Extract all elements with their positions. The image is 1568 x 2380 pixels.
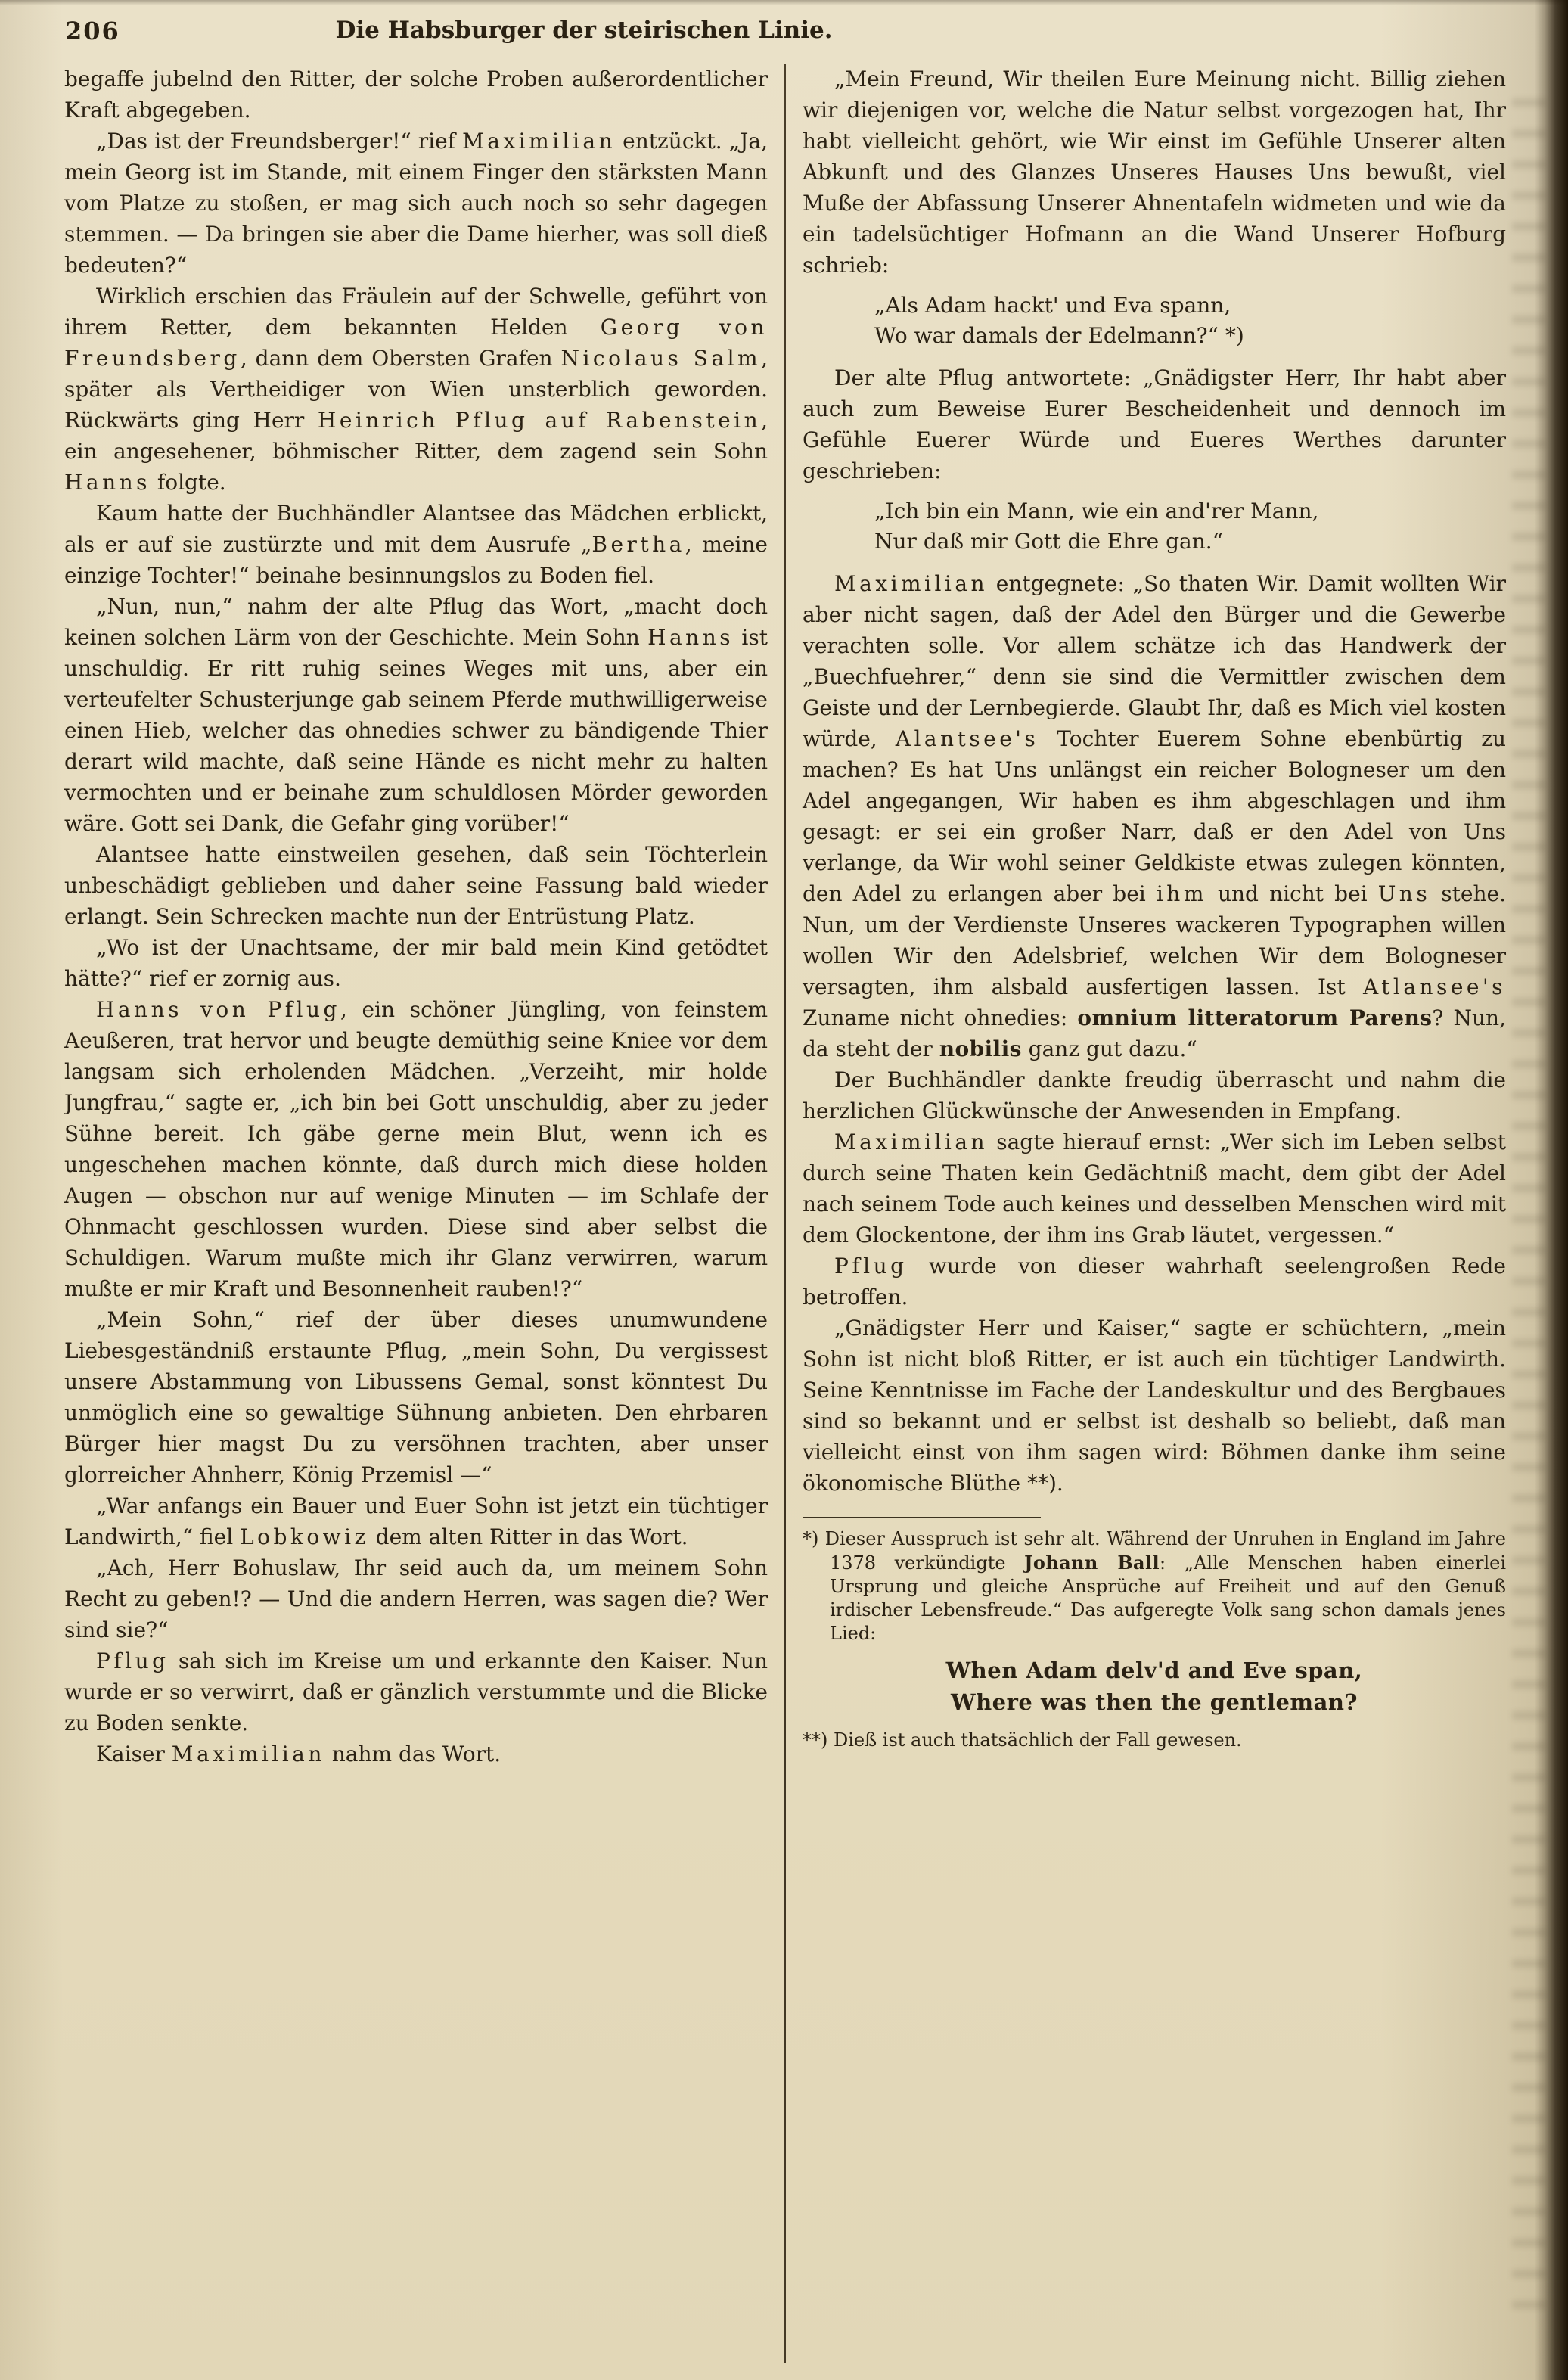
paragraph: „Mein Freund, Wir theilen Eure Meinung nicht. Billig ziehen wir diejenigen vor, welche die Natur selbst vorgezogen hat, Ihr habt vielleicht gehört, wie Wir einst im Gefühle Unserer alten Abkunft und des Glanzes Unseres Hauses Uns bewußt, viel Muße der Abfassung Unserer Ahnentafeln widmeten und wie da ein tadelsüchtiger Hofmann an die Wand Unserer Hofburg schrieb:: [803, 67, 1506, 278]
spaced-name: Hanns von Pflug: [96, 997, 340, 1022]
paragraph: Der alte Pflug antwortete: „Gnädigster Herr, Ihr habt aber auch zum Beweise Eurer Bescheidenheit und dennoch im Gefühle Euerer Würde und Eueres Werthes darunter geschrieben:: [803, 365, 1506, 483]
paragraph: Pflug wurde von dieser wahrhaft seelengroßen Rede betroffen.: [803, 1254, 1506, 1310]
spaced-name: Nicolaus Salm: [560, 346, 762, 371]
scan-edge-top: [0, 0, 1568, 5]
verse: „Als Adam hackt' und Eva spann, Wo war damals der Edelmann?“ *): [874, 293, 1244, 348]
antiqua-text: nobilis: [939, 1036, 1022, 1061]
antiqua-text: omnium litteratorum Parens: [1077, 1005, 1433, 1030]
spaced-name: Uns: [1377, 881, 1431, 906]
antiqua-text: Johann Ball: [1024, 1552, 1160, 1574]
spaced-name: Lobkowiz: [240, 1524, 369, 1549]
page-number: 206: [65, 17, 120, 45]
verse: When Adam delv'd and Eve span, Where was then the gentleman?: [945, 1658, 1363, 1715]
spaced-name: Hanns: [647, 625, 734, 650]
paragraph: Hanns von Pflug, ein schöner Jüngling, von feinstem Aeußeren, trat hervor und beugte demüthig seine Kniee vor dem langsam sich erholenden Mädchen. „Verzeiht, mir holde Jungfrau,“ sagte er, „ich bin bei Gott unschuldig, aber zu jeder Sühne bereit. Ich gäbe gerne mein Blut, wenn ich es ungeschehen machen könnte, daß durch mich diese holden Augen — obschon nur auf wenige Minuten — im Schlafe der Ohnmacht geschlossen wurden. Diese sind aber selbst die Schuldigen. Warum mußte mich ihr Glanz verwirren, warum mußte er mir Kraft und Besonnenheit rauben!?“: [64, 997, 768, 1301]
paragraph: Der Buchhändler dankte freudig überrascht und nahm die herzlichen Glückwünsche der Anwesenden in Empfang.: [803, 1067, 1506, 1123]
running-title: Die Habsburger der steirischen Linie.: [335, 17, 833, 44]
spaced-name: Maximilian: [462, 129, 616, 154]
paragraph: Kaiser Maximilian nahm das Wort.: [96, 1742, 501, 1766]
page-bleed-through: [1512, 98, 1545, 2312]
paragraph: begaffe jubelnd den Ritter, der solche Proben außerordentlicher Kraft abgegeben.: [64, 67, 768, 123]
paragraph: „War anfangs ein Bauer und Euer Sohn ist jetzt ein tüchtiger Landwirth,“ fiel Lobkowiz dem alten Ritter in das Wort.: [64, 1493, 768, 1549]
right-column: [803, 64, 1506, 2363]
paragraph: „Ach, Herr Bohuslaw, Ihr seid auch da, um meinem Sohn Recht zu geben!? — Und die andern Herren, was sagen die? Wer sind sie?“: [64, 1555, 768, 1642]
footnote: *) Dieser Ausspruch ist sehr alt. Während der Unruhen in England im Jahre 1378 verkündigte Johann Ball: „Alle Menschen haben einerlei Ursprung und gleiche Ansprüche auf Freiheit und auf den Genuß irdischer Lebensfreude.“ Das aufgeregte Volk sang schon damals jenes Lied:: [803, 1528, 1506, 1644]
column-divider: [784, 64, 786, 2363]
spaced-name: Alantsee's: [895, 726, 1039, 751]
spaced-name: Maximilian: [834, 1129, 989, 1154]
spaced-name: Maximilian: [834, 571, 989, 596]
spaced-name: Bertha: [591, 532, 685, 557]
paragraph: Kaum hatte der Buchhändler Alantsee das Mädchen erblickt, als er auf sie zustürzte und mit dem Ausrufe „Bertha, meine einzige Tochter!“ beinahe besinnungslos zu Boden fiel.: [64, 501, 768, 588]
scan-edge-right: [1535, 0, 1568, 2380]
paragraph: Alantsee hatte einstweilen gesehen, daß sein Töchterlein unbeschädigt geblieben und daher seine Fassung bald wieder erlangt. Sein Schrecken machte nun der Entrüstung Platz.: [64, 842, 768, 929]
spaced-name: Maximilian: [171, 1742, 325, 1766]
paragraph: Wirklich erschien das Fräulein auf der Schwelle, geführt von ihrem Retter, dem bekannten Helden Georg von Freundsberg, dann dem Obersten Grafen Nicolaus Salm, später als Vertheidiger von Wien unsterblich geworden. Rückwärts ging Herr Heinrich Pflug auf Rabenstein, ein angesehener, böhmischer Ritter, dem zagend sein Sohn Hanns folgte.: [64, 284, 768, 495]
paragraph: „Mein Sohn,“ rief der über dieses unumwundene Liebesgeständniß erstaunte Pflug, „mein Sohn, Du vergissest unsere Abstammung von Libussens Gemal, sonst könntest Du unmöglich eine so gewaltige Sühnung anbieten. Den ehrbaren Bürger hier magst Du zu versöhnen trachten, aber unser glorreicher Ahnherr, König Przemisl —“: [64, 1307, 768, 1487]
page-header: [0, 17, 1568, 56]
verse: „Ich bin ein Mann, wie ein and'rer Mann, Nur daß mir Gott die Ehre gan.“: [874, 499, 1319, 554]
paragraph: „Nun, nun,“ nahm der alte Pflug das Wort, „macht doch keinen solchen Lärm von der Geschichte. Mein Sohn Hanns ist unschuldig. Er ritt ruhig seines Weges mit uns, aber ein verteufelter Schusterjunge gab seinem Pferde muthwilligerweise einen Hieb, welcher das ohnedies schwer zu bändigende Thier derart wild machte, daß seine Hände es nicht mehr zu halten vermochten und er beinahe zum schuldlosen Mörder geworden wäre. Gott sei Dank, die Gefahr ging vorüber!“: [64, 594, 768, 836]
paragraph: „Wo ist der Unachtsame, der mir bald mein Kind getödtet hätte?“ rief er zornig aus.: [64, 935, 768, 991]
spaced-name: Pflug: [96, 1648, 169, 1673]
spaced-name: Atlansee's: [1362, 974, 1506, 999]
text-columns: [64, 64, 1509, 2363]
paragraph: Pflug sah sich im Kreise um und erkannte den Kaiser. Nun wurde er so verwirrt, daß er gänzlich verstummte und die Blicke zu Boden senkte.: [64, 1648, 768, 1735]
left-column: [64, 64, 768, 2363]
paragraph: „Das ist der Freundsberger!“ rief Maximilian entzückt. „Ja, mein Georg ist im Stande, mit einem Finger den stärksten Mann vom Platze zu stoßen, er mag sich auch noch so sehr dagegen stemmen. — Da bringen sie aber die Dame hierher, was soll dieß bedeuten?“: [64, 129, 768, 278]
spaced-name: Heinrich Pflug auf Rabenstein: [317, 408, 762, 433]
spaced-name: Pflug: [834, 1254, 908, 1279]
spaced-name: ihm: [1156, 881, 1207, 906]
paragraph: Maximilian sagte hierauf ernst: „Wer sich im Leben selbst durch seine Thaten kein Gedächtniß macht, dem gibt der Adel nach seinem Tode auch keines und desselben Menschen wird mit dem Glockentone, der ihm ins Grab läutet, vergessen.“: [803, 1129, 1506, 1247]
paragraph: Maximilian entgegnete: „So thaten Wir. Damit wollten Wir aber nicht sagen, daß der Adel den Bürger und die Gewerbe verachten solle. Vor allem schätze ich das Handwerk der „Buechfuehrer,“ denn sie sind die Vermittler zwischen dem Geiste und der Lernbegierde. Glaubt Ihr, daß es Mich viel kosten würde, Alantsee's Tochter Euerem Sohne ebenbürtig zu machen? Es hat Uns unlängst ein reicher Bologneser um den Adel angegangen, Wir haben es ihm abgeschlagen und ihm gesagt: er sei ein großer Narr, daß er den Adel von Uns verlange, da Wir wohl seiner Geldkiste etwas zulegen könnten, den Adel zu erlangen aber bei ihm und nicht bei Uns stehe. Nun, um der Verdienste Unseres wackeren Typographen willen wollen Wir den Adelsbrief, welchen Wir dem Bologneser versagten, ihm alsbald ausfertigen lassen. Ist Atlansee's Zuname nicht ohnedies: omnium litteratorum Parens? Nun, da steht der nobilis ganz gut dazu.“: [803, 571, 1506, 1061]
footnote-rule: [803, 1517, 1041, 1518]
footnote: **) Dieß ist auch thatsächlich der Fall gewesen.: [803, 1729, 1242, 1751]
spaced-name: Georg von Freundsberg: [64, 315, 768, 371]
spaced-name: Hanns: [64, 470, 151, 495]
paragraph: „Gnädigster Herr und Kaiser,“ sagte er schüchtern, „mein Sohn ist nicht bloß Ritter, er ist auch ein tüchtiger Landwirth. Seine Kenntnisse im Fache der Landeskultur und des Bergbaues sind so bekannt und er selbst ist deshalb so beliebt, daß man vielleicht einst von ihm sagen wird: Böhmen danke ihm seine ökonomische Blüthe **).: [803, 1316, 1506, 1496]
